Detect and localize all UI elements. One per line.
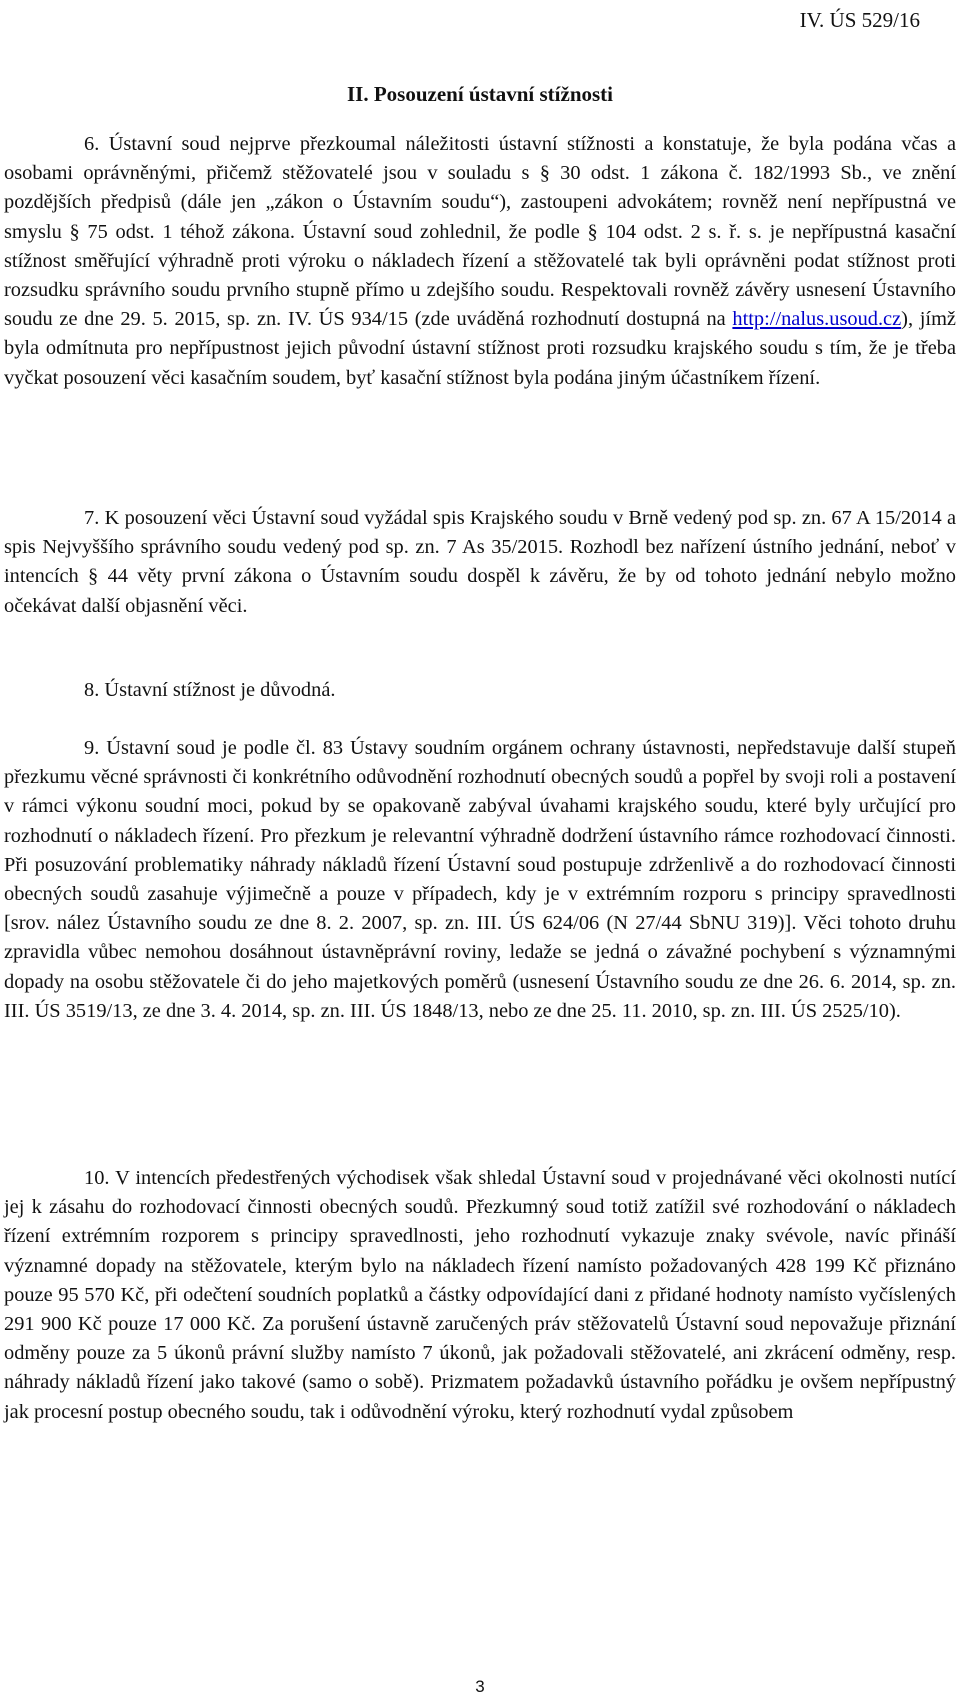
paragraph-text-continued: ), jímž byla odmítnuta pro nepřípustnost jejich původní ústavní stížnost proti rozsudku krajského soudu s tím, že je třeba vyčkat posouzení věci kasačním soudem, byť kasační stížnost byla podána jiným účastníkem řízení.	[4, 308, 956, 389]
section-heading: II. Posouzení ústavní stížnosti	[346, 82, 614, 106]
paragraph-number: 7.	[84, 507, 100, 529]
paragraph-text: Ústavní soud je podle čl. 83 Ústavy soudním orgánem ochrany ústavnosti, nepředstavuje další stupeň přezkumu věcné správnosti či konkrétního odůvodnění rozhodnutí obecných soudů a popřel by svoji roli a postavení v rámci výkonu soudní moci, pokud by se opakovaně zabýval úvahami krajského soudu, které byly určující pro rozhodnutí o nákladech řízení. Pro přezkum je relevantní výhradně dodržení ústavního rámce rozhodovací činnosti. Při posuzování problematiky náhrady nákladů řízení Ústavní soud postupuje zdrženlivě a do rozhodovací činnosti obecných soudů zasahuje výjimečně a pouze v případech, kdy je v extrémním rozporu s principy spravedlnosti [srov. nález Ústavního soudu ze dne 8. 2. 2007, sp. zn. III. ÚS 624/06 (N 27/44 SbNU 319)]. Věci tohoto druhu zpravidla vůbec nemohou dosáhnout ústavněprávní roviny, ledaže se jedná o závažné pochybení s významnými dopady na osobu stěžovatele či do jeho majetkových poměrů (usnesení Ústavního soudu ze dne 26. 6. 2014, sp. zn. III. ÚS 3519/13, ze dne 3. 4. 2014, sp. zn. III. ÚS 1848/13, nebo ze dne 25. 11. 2010, sp. zn. III. ÚS 2525/10).	[4, 737, 956, 1022]
paragraph-7	[4, 504, 956, 621]
paragraph-8	[4, 676, 956, 705]
paragraph-number: 8.	[84, 679, 100, 701]
case-number: IV. ÚS 529/16	[799, 8, 920, 32]
paragraph-text: K posouzení věci Ústavní soud vyžádal spis Krajského soudu v Brně vedený pod sp. zn. 67 A 15/2014 a spis Nejvyššího správního soudu vedený pod sp. zn. 7 As 35/2015. Rozhodl bez nařízení ústního jednání, neboť v intencích § 44 věty první zákona o Ústavním soudu dospěl k závěru, že by od tohoto jednání nebylo možno očekávat další objasnění věci.	[4, 507, 956, 617]
paragraph-number: 10.	[84, 1167, 110, 1189]
paragraph-6	[4, 130, 956, 393]
paragraph-9	[4, 734, 956, 1026]
paragraph-number: 9.	[84, 737, 100, 759]
paragraph-10	[4, 1164, 956, 1427]
paragraph-number: 6.	[84, 133, 100, 155]
paragraph-text: Ústavní stížnost je důvodná.	[104, 679, 336, 701]
paragraph-text: Ústavní soud nejprve přezkoumal náležitosti ústavní stížnosti a konstatuje, že byla podána včas a osobami oprávněnými, přičemž stěžovatelé jsou v souladu s § 30 odst. 1 zákona č. 182/1993 Sb., ve znění pozdějších předpisů (dále jen „zákon o Ústavním soudu“), zastoupeni advokátem; rovněž není nepřípustná ve smyslu § 75 odst. 1 téhož zákona. Ústavní soud zohlednil, že podle § 104 odst. 2 s. ř. s. je nepřípustná kasační stížnost směřující výhradně proti výroku o nákladech řízení a stěžovatelé tak byli oprávněni podat stížnost proti rozsudku správního soudu prvního stupně přímo u zdejšího soudu. Respektovali rovněž závěry usnesení Ústavního soudu ze dne 29. 5. 2015, sp. zn. IV. ÚS 934/15 (zde uváděná rozhodnutí dostupná na	[4, 133, 956, 331]
nalus-link[interactable]: http://nalus.usoud.cz	[732, 308, 902, 331]
paragraph-text: V intencích předestřených východisek však shledal Ústavní soud v projednávané věci okolnosti nutící jej k zásahu do rozhodovací činnosti obecných soudů. Přezkumný soud totiž zatížil své rozhodování o nákladech řízení extrémním rozporem s principy spravedlnosti, jeho rozhodnutí vykazuje znaky svévole, navíc přináší významné dopady na stěžovatele, kterým bylo na nákladech řízení namísto požadovaných 428 199 Kč přiznáno pouze 95 570 Kč, při odečtení soudních poplatků a částky odpovídající dani z přidané hodnoty namísto vyčíslených 291 900 Kč pouze 17 000 Kč. Za porušení ústavně zaručených práv stěžovatelů Ústavní soud nepovažuje přiznání odměny pouze za 5 úkonů právní služby namísto 7 úkonů, jak požadovali stěžovatelé, ani zkrácení odměny, resp. náhrady nákladů řízení jako takové (samo o sobě). Prizmatem požadavků ústavního pořádku je ovšem nepřípustný jak procesní postup obecného soudu, tak i odůvodnění výroku, který rozhodnutí vydal způsobem	[4, 1167, 956, 1423]
page-number: 3	[475, 1677, 485, 1696]
